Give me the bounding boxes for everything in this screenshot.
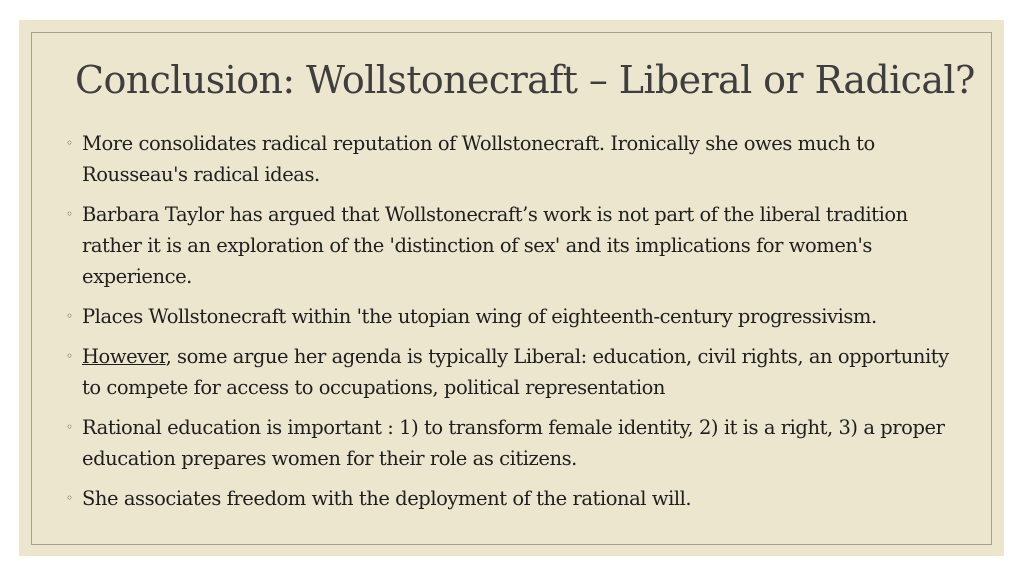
bullet-marker: ◦: [66, 136, 73, 150]
bullet-marker: ◦: [66, 309, 73, 323]
bullet-text: Places Wollstonecraft within 'the utopian wing of eighteenth-century progressivism.: [82, 305, 877, 328]
bullet-item: [66, 483, 966, 514]
bullet-marker: ◦: [66, 349, 73, 363]
bullet-marker: ◦: [66, 491, 73, 505]
bullet-marker: ◦: [66, 420, 73, 434]
bullet-item: [66, 412, 966, 474]
bullet-list: [66, 128, 966, 523]
bullet-underlined-lead: However: [82, 345, 166, 368]
bullet-text: Barbara Taylor has argued that Wollstonecraft’s work is not part of the liberal tradition rather it is an exploration of the 'distinction of sex' and its implications for women's experience.: [82, 203, 908, 288]
slide-title: Conclusion: Wollstonecraft – Liberal or Radical?: [75, 58, 975, 102]
bullet-marker: ◦: [66, 207, 73, 221]
bullet-text: She associates freedom with the deployment of the rational will.: [82, 487, 692, 510]
bullet-item: [66, 199, 966, 292]
bullet-text: Rational education is important : 1) to transform female identity, 2) it is a right, 3) a proper education prepares women for their role as citizens.: [82, 416, 945, 470]
bullet-item: [66, 341, 966, 403]
bullet-text: More consolidates radical reputation of Wollstonecraft. Ironically she owes much to Rousseau's radical ideas.: [82, 132, 875, 186]
slide: [19, 20, 1004, 556]
bullet-item: [66, 128, 966, 190]
bullet-text: , some argue her agenda is typically Liberal: education, civil rights, an opportunity to compete for access to occupations, political representation: [82, 345, 949, 399]
bullet-item: [66, 301, 966, 332]
